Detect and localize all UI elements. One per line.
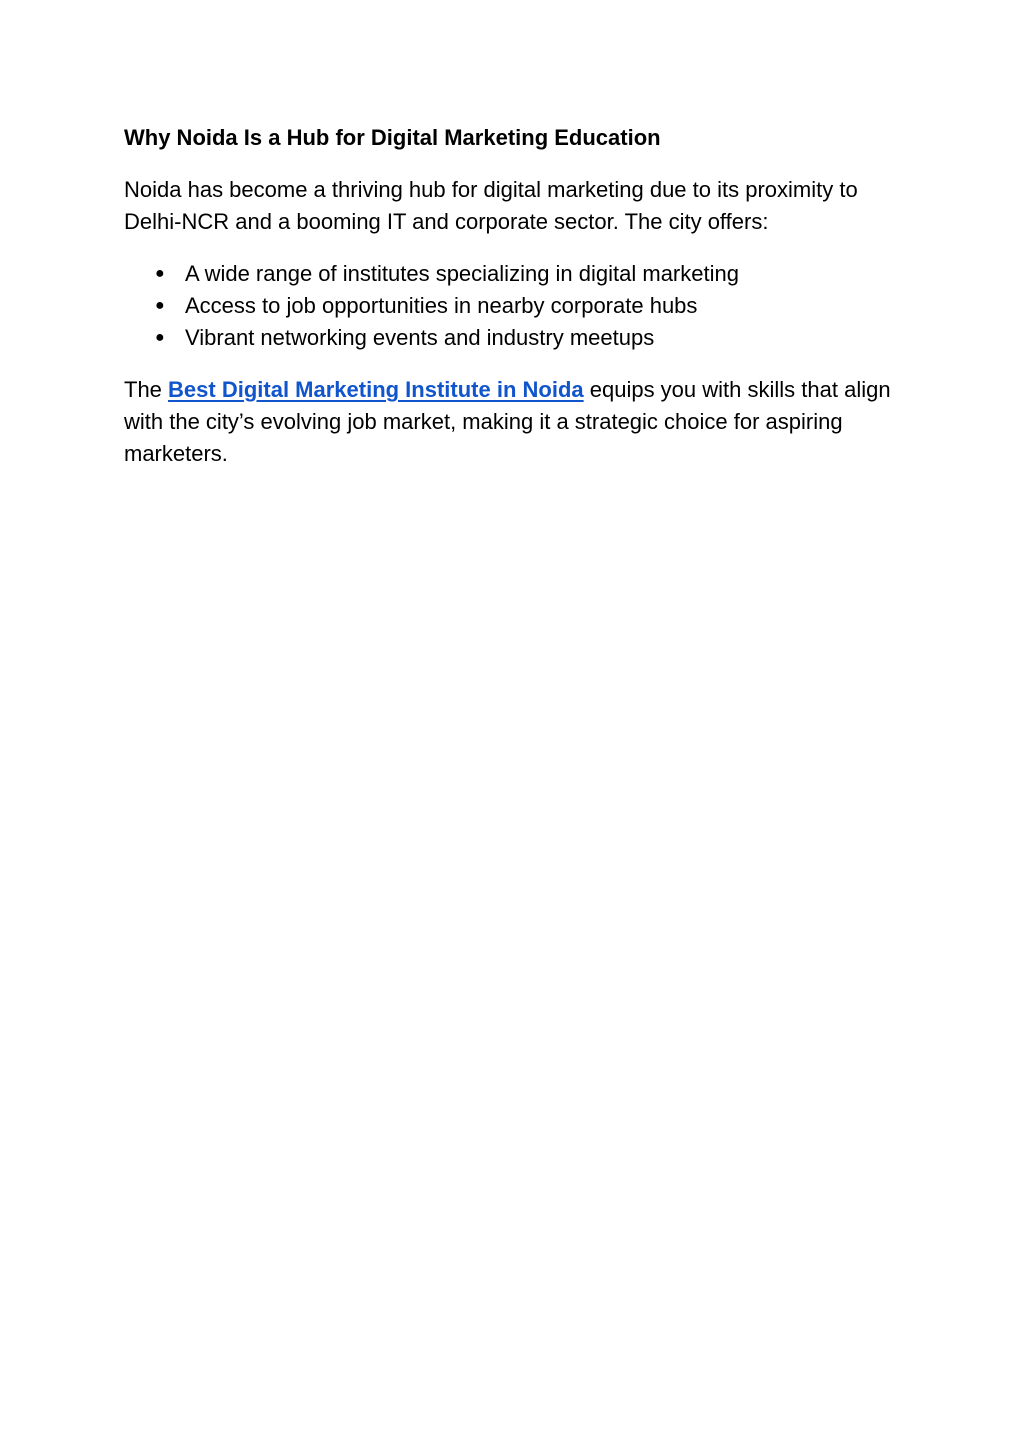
document-body [124, 122, 914, 470]
list-item-text: A wide range of institutes specializing in digital marketing [185, 261, 739, 286]
closing-prefix: The [124, 377, 169, 402]
closing-suffix: equips you with skills that align with the city’s evolving job market, making it a strategic choice for aspiring marketers. [124, 377, 891, 466]
list-item [124, 290, 914, 322]
list-item-text: Access to job opportunities in nearby corporate hubs [185, 293, 698, 318]
list-item [124, 258, 914, 290]
list-item [124, 322, 914, 354]
bullet-icon: ● [155, 329, 165, 346]
section-heading: Why Noida Is a Hub for Digital Marketing Education [124, 125, 661, 150]
benefits-list [124, 258, 914, 354]
closing-paragraph [124, 374, 914, 470]
bullet-icon: ● [155, 297, 165, 314]
institute-link[interactable]: Best Digital Marketing Institute in Noida [168, 377, 584, 402]
bullet-icon: ● [155, 265, 165, 282]
list-item-text: Vibrant networking events and industry meetups [185, 325, 655, 350]
intro-paragraph: Noida has become a thriving hub for digital marketing due to its proximity to Delhi-NCR and a booming IT and corporate sector. The city offers: [124, 177, 858, 234]
